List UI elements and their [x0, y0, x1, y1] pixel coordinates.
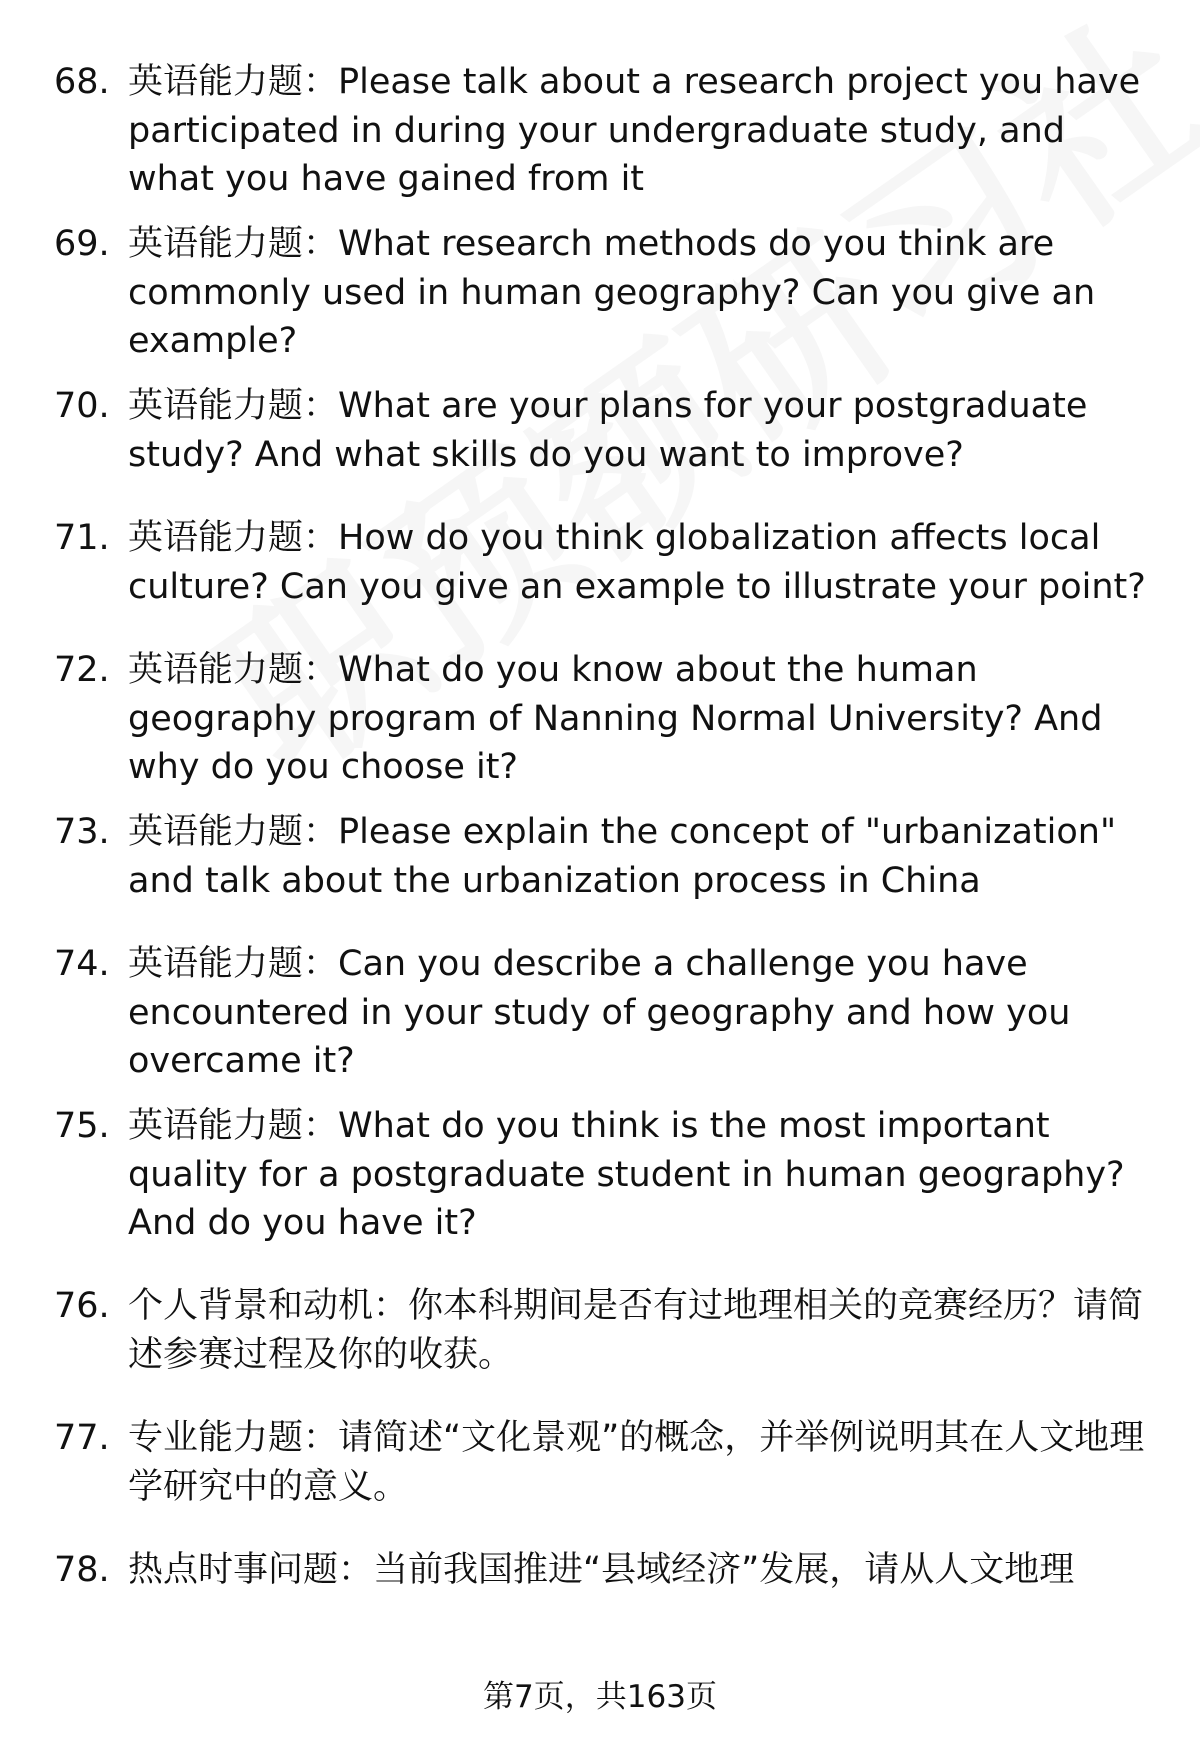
- page-footer: 第7页，共163页: [483, 1679, 717, 1715]
- question-text: 英语能力题：What do you think is the most important quality for a postgraduate student in human geography? And do you have it?: [128, 1106, 1125, 1243]
- question-text: 英语能力题：Can you describe a challenge you have encountered in your study of geography and how you overcame it?: [128, 944, 1071, 1081]
- question-text: 专业能力题：请简述“文化景观”的概念，并举例说明其在人文地理学研究中的意义。: [128, 1418, 1145, 1507]
- question-number: 68.: [54, 62, 110, 102]
- question-item: [54, 1546, 1154, 1596]
- question-number: 72.: [54, 650, 110, 690]
- question-text: 热点时事问题：当前我国推进“县域经济”发展，请从人文地理: [128, 1550, 1075, 1590]
- question-item: [54, 808, 1154, 940]
- question-item: [54, 514, 1154, 646]
- question-item: [54, 220, 1154, 382]
- question-item: [54, 940, 1154, 1102]
- question-number: 71.: [54, 518, 110, 558]
- question-item: [54, 382, 1154, 514]
- question-number: 74.: [54, 944, 110, 984]
- question-text: 英语能力题：Please explain the concept of "urbanization" and talk about the urbanization process in China: [128, 812, 1117, 901]
- question-list: [54, 58, 1154, 1596]
- question-number: 69.: [54, 224, 110, 264]
- question-number: 73.: [54, 812, 110, 852]
- question-text: 英语能力题：What do you know about the human geography program of Nanning Normal University? And why do you choose it?: [128, 650, 1103, 787]
- question-item: [54, 1414, 1154, 1546]
- question-number: 75.: [54, 1106, 110, 1146]
- question-number: 78.: [54, 1550, 110, 1590]
- question-number: 70.: [54, 386, 110, 426]
- question-item: [54, 1102, 1154, 1282]
- question-number: 76.: [54, 1286, 110, 1326]
- question-text: 个人背景和动机：你本科期间是否有过地理相关的竞赛经历？请简述参赛过程及你的收获。: [128, 1286, 1144, 1375]
- question-item: [54, 646, 1154, 808]
- question-text: 英语能力题：What research methods do you think are commonly used in human geography? Can you give an example?: [128, 224, 1096, 361]
- question-text: 英语能力题：Please talk about a research project you have participated in during your undergraduate study, and what you have gained from it: [128, 62, 1141, 199]
- question-number: 77.: [54, 1418, 110, 1458]
- question-text: 英语能力题：What are your plans for your postgraduate study? And what skills do you want to improve?: [128, 386, 1088, 475]
- question-item: [54, 58, 1154, 220]
- question-text: 英语能力题：How do you think globalization affects local culture? Can you give an example to illustrate your point?: [128, 518, 1146, 607]
- question-item: [54, 1282, 1154, 1414]
